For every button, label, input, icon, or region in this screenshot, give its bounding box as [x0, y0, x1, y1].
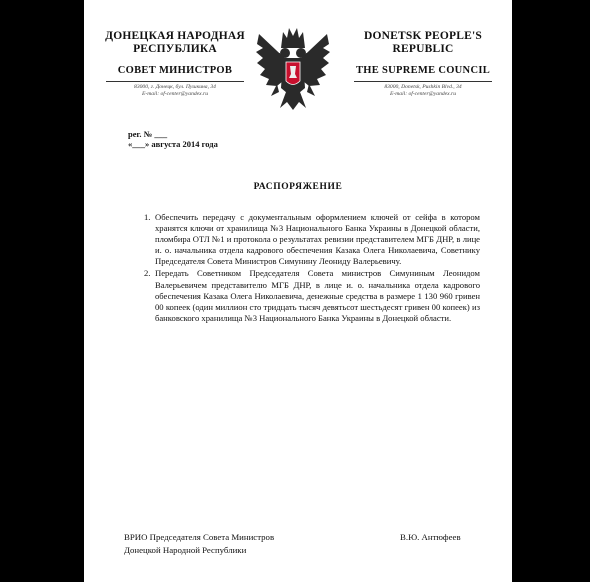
- left-header-rule: [106, 81, 244, 82]
- registration-block: [128, 129, 218, 149]
- left-header: [100, 30, 250, 98]
- list-item-text: Обеспечить передачу с документальным оформлением ключей от сейфа в котором хранятся ключи от хранилища №3 Национального Банка Украины в Донецкой области, пломбира ОТЛ №1 и протокола о результатах ревизии представителем МГБ ДНР, в лице и. о. начальника отдела кадрового обеспечения Казака Олега Николаевича, Советнику Председателя Совета Министров Симунину Леониду Валерьевичу.: [155, 212, 480, 267]
- left-header-line1: ДОНЕЦКАЯ НАРОДНАЯ: [105, 30, 245, 42]
- left-header-address: 83000, г. Донецк, бул. Пушкина, 34: [134, 84, 216, 90]
- list-item-number: 2.: [144, 268, 151, 279]
- coat-of-arms-icon: [253, 26, 333, 112]
- signature-position: [124, 531, 274, 557]
- right-header-address: 83000, Donetsk, Pushkin Blvd., 34: [384, 84, 462, 90]
- list-item-text: Передать Советником Председателя Совета министров Симуниным Леонидом Валерьевичем представителю МГБ ДНР, в лице и. о. начальника отдела кадрового обеспечения Казака Олега Николаевича, денежные средства в размере 1 130 960 гривен 00 копеек (один миллион сто тридцать тысяч девятьсот шестьдесят гривен 00 копеек) из банковского хранилища №3 Национального Банка Украины в Донецкой области.: [155, 268, 480, 323]
- right-header-council: THE SUPREME COUNCIL: [355, 65, 491, 76]
- right-header-rule: [354, 81, 492, 82]
- list-item: [144, 268, 480, 323]
- signature-position-line2: Донецкой Народной Республики: [124, 545, 247, 555]
- signature-name: В.Ю. Антюфеев: [400, 532, 461, 542]
- signature-position-line1: ВРИО Председателя Совета Министров: [124, 532, 275, 542]
- right-header-line1: DONETSK PEOPLE'S: [364, 30, 482, 42]
- document-title: РАСПОРЯЖЕНИЕ: [253, 182, 343, 192]
- list-item-number: 1.: [144, 212, 151, 222]
- right-header-line2: REPUBLIC: [392, 43, 454, 55]
- left-header-line2: РЕСПУБЛИКА: [133, 43, 217, 55]
- registration-number: рег. № ___: [128, 129, 168, 139]
- left-header-email: E-mail: of-center@yandex.ru: [141, 91, 209, 97]
- right-header: [348, 30, 498, 98]
- document-page: [84, 0, 512, 582]
- left-header-council: СОВЕТ МИНИСТРОВ: [117, 65, 233, 76]
- right-header-email: E-mail: of-center@yandex.ru: [389, 91, 457, 97]
- order-list: [144, 212, 480, 325]
- list-item: [144, 212, 480, 267]
- registration-date: «___» августа 2014 года: [128, 139, 218, 149]
